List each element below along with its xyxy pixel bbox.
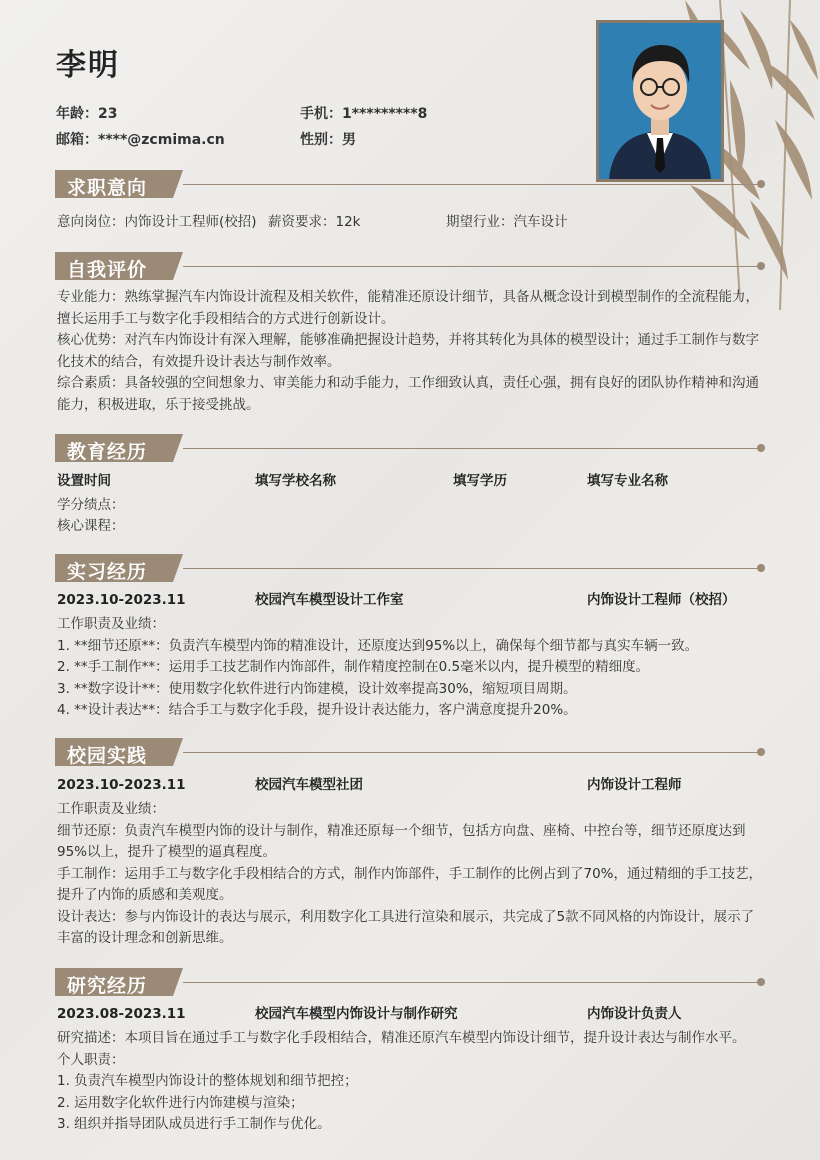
internship-item: 3. **数字设计**：使用数字化软件进行内饰建模，设计效率提高30%，缩短项目周期。 [57, 680, 577, 697]
internship-item: 1. **细节还原**：负责汽车模型内饰的精准设计，还原度达到95%以上，确保每个细节都与真实车辆一致。 [57, 637, 699, 654]
candidate-name: 李明 [56, 48, 120, 83]
age-field: 年龄：23 [56, 106, 118, 122]
research-item: 1. 负责汽车模型内饰设计的整体规划和细节把控； [57, 1073, 358, 1089]
education-school: 填写学校名称 [255, 473, 336, 489]
research-details [57, 1028, 765, 1136]
avatar-photo [596, 20, 724, 182]
internship-details [57, 614, 765, 722]
intent-position: 意向岗位：内饰设计工程师(校招) [57, 214, 257, 230]
campus-org: 校园汽车模型社团 [255, 777, 363, 793]
gender-field: 性别：男 [300, 132, 356, 148]
education-time: 设置时间 [57, 473, 111, 489]
phone-field: 手机：1*********8 [300, 106, 428, 122]
research-desc: 研究描述：本项目旨在通过手工与数字化手段相结合，精准还原汽车模型内饰设计细节，提升设计表达与制作水平。 [57, 1030, 746, 1046]
education-gpa: 学分绩点： [57, 497, 125, 513]
section-campus-title: 校园实践 [67, 745, 148, 767]
intent-salary: 薪资要求：12k [268, 214, 361, 230]
self-eval-paragraph: 专业能力：熟练掌握汽车内饰设计流程及相关软件，能精准还原设计细节，具备从概念设计到模型制作的全流程能力，擅长运用手工与数字化手段相结合的方式进行创新设计。 [57, 289, 759, 327]
section-intent-header [55, 170, 765, 198]
section-internship-header [55, 554, 765, 582]
education-degree: 填写学历 [453, 473, 507, 489]
internship-item: 4. **设计表达**：结合手工与数字化手段，提升设计表达能力，客户满意度提升20%。 [57, 702, 577, 718]
internship-intro: 工作职责及业绩： [57, 616, 165, 632]
section-research-title: 研究经历 [67, 975, 148, 997]
campus-date: 2023.10-2023.11 [57, 777, 186, 793]
section-education-title: 教育经历 [67, 441, 148, 463]
self-eval-paragraph: 综合素质：具备较强的空间想象力、审美能力和动手能力，工作细致认真，责任心强，拥有良好的团队协作精神和沟通能力，积极进取，乐于接受挑战。 [57, 375, 759, 413]
research-item: 3. 组织并指导团队成员进行手工制作与优化。 [57, 1116, 331, 1132]
section-research-header [55, 968, 765, 996]
campus-paragraph: 细节还原：负责汽车模型内饰的设计与制作，精准还原每一个细节，包括方向盘、座椅、中控台等，细节还原度达到95%以上，提升了模型的逼真程度。 [57, 822, 746, 860]
research-role: 内饰设计负责人 [587, 1006, 682, 1022]
campus-details [57, 799, 765, 950]
internship-date: 2023.10-2023.11 [57, 592, 186, 608]
research-org: 校园汽车模型内饰设计与制作研究 [255, 1006, 458, 1022]
intent-industry: 期望行业：汽车设计 [446, 214, 568, 230]
campus-role: 内饰设计工程师 [587, 777, 682, 793]
campus-paragraph: 设计表达：参与内饰设计的表达与展示，利用数字化工具进行渲染和展示，共完成了5款不同风格的内饰设计，展示了丰富的设计理念和创新思维。 [57, 908, 755, 946]
section-self-eval-title: 自我评价 [67, 259, 148, 281]
research-duty-intro: 个人职责： [57, 1051, 125, 1068]
section-self-eval-header [55, 252, 765, 280]
internship-org: 校园汽车模型设计工作室 [255, 592, 404, 608]
campus-intro: 工作职责及业绩： [57, 801, 165, 817]
email-field: 邮箱：****@zcmima.cn [56, 132, 225, 148]
section-internship-title: 实习经历 [67, 561, 148, 583]
self-eval-text [57, 287, 765, 416]
section-campus-header [55, 738, 765, 766]
section-intent-title: 求职意向 [67, 177, 148, 199]
research-date: 2023.08-2023.11 [57, 1006, 186, 1022]
education-courses: 核心课程： [57, 518, 125, 534]
research-item: 2. 运用数字化软件进行内饰建模与渲染； [57, 1094, 304, 1111]
section-education-header [55, 434, 765, 462]
self-eval-paragraph: 核心优势：对汽车内饰设计有深入理解，能够准确把握设计趋势，并将其转化为具体的模型设计；通过手工制作与数字化技术的结合，有效提升设计表达与制作效率。 [57, 332, 759, 370]
education-major: 填写专业名称 [587, 473, 668, 489]
internship-item: 2. **手工制作**：运用手工技艺制作内饰部件，制作精度控制在0.5毫米以内，提升模型的精细度。 [57, 659, 650, 675]
campus-paragraph: 手工制作：运用手工与数字化手段相结合的方式，制作内饰部件，手工制作的比例占到了70%，通过精细的手工技艺，提升了内饰的质感和美观度。 [57, 865, 763, 903]
internship-role: 内饰设计工程师（校招） [587, 592, 736, 608]
